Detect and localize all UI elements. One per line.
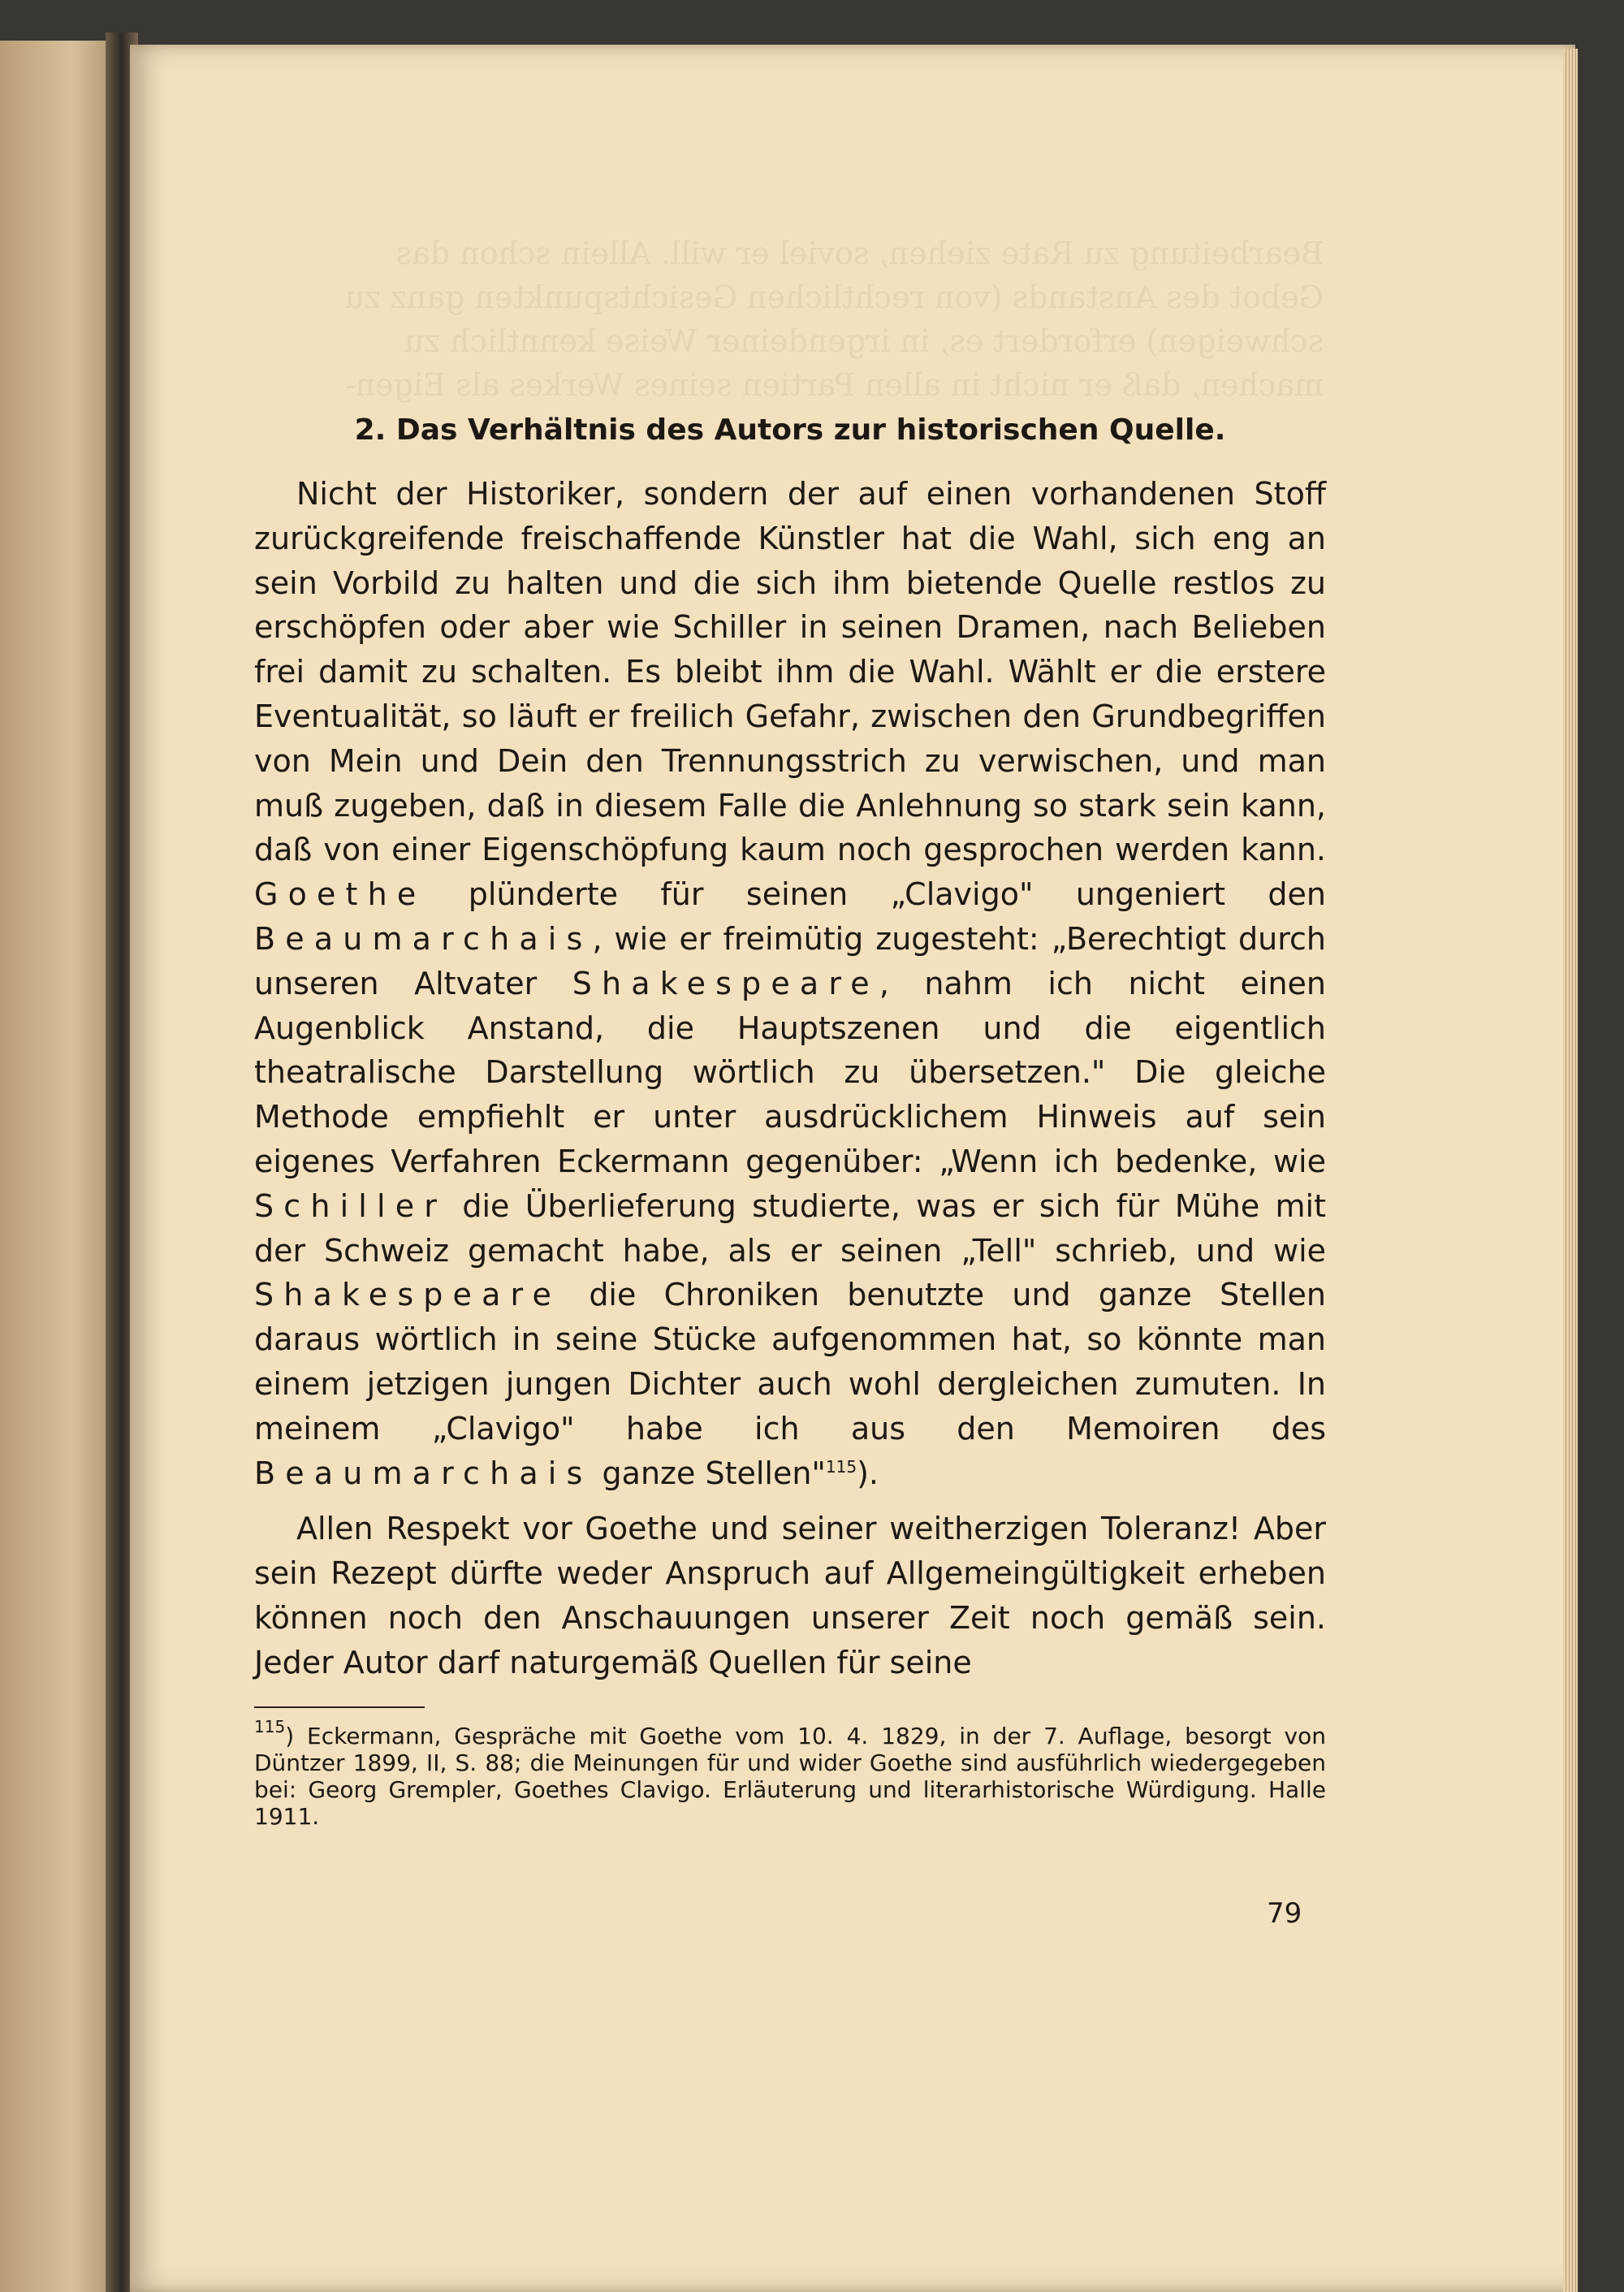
footnote-reference[interactable]: 115 (825, 1456, 857, 1477)
page-number: 79 (1267, 1897, 1302, 1930)
bleed-line: schweigen) erfordert es, in irgendeiner Weise kenntlich zu (404, 323, 1324, 359)
section-heading: 2. Das Verhältnis des Autors zur historischen Quelle. (354, 413, 1226, 447)
text-run: die Chroniken benutzte und ganze Stellen daraus wörtlich in seine Stücke aufgenommen hat, so könnte man einem jetzigen jungen Dichter auch wohl dergleichen zumuten. In meinem „Clavigo" habe ich aus den Memoiren des (254, 1277, 1326, 1447)
facing-page-edge (0, 41, 122, 2292)
text-run: die Überlieferung studierte, was er sich für Mühe mit der Schweiz gemacht habe, als er seinen „Tell" schrieb, und wie (254, 1187, 1326, 1269)
text-run: , wie er freimütig zugesteht: „Berechtigt durch unseren Altvater (254, 920, 1326, 1001)
paragraph-1 (254, 472, 1326, 1495)
text-run: plünderte für seinen „Clavigo" ungeniert den (468, 876, 1326, 913)
spaced-name-shakespeare: Shakespeare (254, 1277, 562, 1313)
text-run: ganze Stellen" (602, 1455, 826, 1491)
footnote (254, 1716, 1326, 1830)
text-run: Nicht der Historiker, sondern der auf einen vorhandenen Stoff zurückgreifende freischaffende Künstler hat die Wahl, sich eng an sein Vorbild zu halten und die sich ihm bietende Quelle restlos zu erschöpfen oder aber wie Schiller in seinen Dramen, nach Belieben frei damit zu schalten. Es bleibt ihm die Wahl. Wählt er die erstere Eventualität, so läuft er freilich Gefahr, zwischen den Grundbegriffen von Mein und Dein den Trennungsstrich zu verwischen, und man muß zugeben, daß in diesem Falle die Anlehnung so stark sein kann, daß von einer Eigenschöpfung kaum noch gesprochen werden kann. (254, 476, 1326, 868)
page-stack-edge (1563, 49, 1578, 2292)
spaced-name-schiller: Schiller (254, 1187, 447, 1224)
paragraph-2: Allen Respekt vor Goethe und seiner weitherzigen Toleranz! Aber sein Rezept dürfte weder Anspruch auf Allgemeingültigkeit erheben können noch den Anschauungen unserer Zeit noch gemäß sein. Jeder Autor darf naturgemäß Quellen für seine (254, 1511, 1326, 1680)
spaced-name-beaumarchais: Beaumarchais (254, 1455, 593, 1491)
bleed-line: machen, daß er nicht in allen Partien seines Werkes als Eigen- (344, 367, 1324, 403)
bleed-line: Bearbeitung zu Rate ziehen, soviel er will. Allein schon das (395, 236, 1324, 271)
footnote-text: ) Eckermann, Gespräche mit Goethe vom 10. 4. 1829, in der 7. Auflage, besorgt von Düntzer 1899, II, S. 88; die Meinungen für und wider Goethe sind ausführlich wiedergegeben bei: Georg Grempler, Goethes Clavigo. Erläuterung und literarhistorische Würdigung. Halle 1911. (254, 1722, 1326, 1830)
text-run: ). (857, 1455, 879, 1491)
text-run: , nahm ich nicht einen Augenblick Anstand, die Hauptszenen und die eigentlich theatralische Darstellung wörtlich zu übersetzen." Die gleiche Methode empfiehlt er unter ausdrücklichem Hinweis auf sein eigenes Verfahren Eckermann gegenüber: „Wenn ich bedenke, wie (254, 965, 1326, 1179)
bleed-through-text (252, 231, 1324, 407)
spaced-name-beaumarchais: Beaumarchais (254, 920, 593, 957)
spaced-name-shakespeare: Shakespeare (572, 965, 879, 1001)
footnote-rule (254, 1706, 425, 1708)
page-content (254, 410, 1326, 1830)
spaced-name-goethe: Goethe (254, 876, 426, 913)
bleed-line: Gebot des Anstands (von rechtlichen Gesichtspunkten ganz zu (344, 279, 1324, 315)
footnote-number: 115 (254, 1716, 286, 1736)
